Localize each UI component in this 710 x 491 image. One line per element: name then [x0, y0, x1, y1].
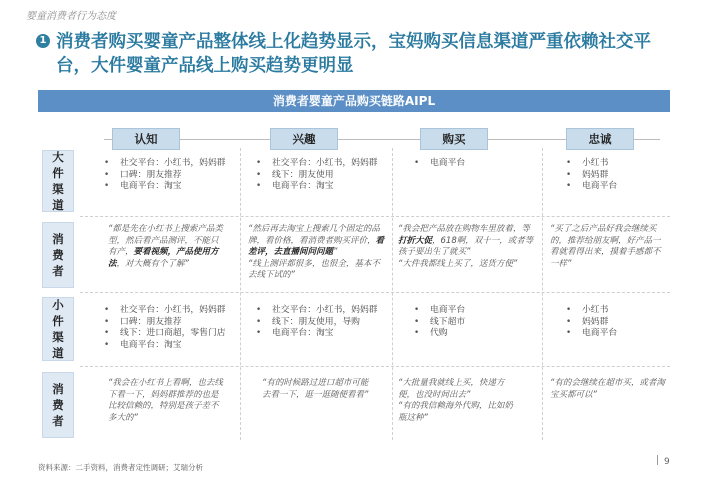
table-title-banner: 消费者婴童产品购买链路AIPL: [38, 90, 670, 112]
small-consumer-quote-awareness: “我会在小红书上看啊，也去线下看一下，妈妈群推荐的也是比较信赖的，特别是孩子差不多大的”: [108, 378, 223, 423]
large-consumer-quote-loyalty: “买了之后产品好我会继续买的，推荐给朋友啊，好产品一看就看得出来，摸着手感都不一样”: [550, 224, 661, 269]
stage-interest: 兴趣: [270, 128, 338, 150]
list-item: • 线下：朋友使用: [256, 170, 391, 182]
large-channel-interest: [256, 158, 391, 193]
headline-text: 消费者购买婴童产品整体线上化趋势显示，宝妈购买信息渠道严重依赖社交平台，大件婴童产品线上购买趋势更明显: [56, 32, 651, 76]
list-item: • 小红书: [566, 158, 666, 170]
list-item: • 妈妈群: [566, 317, 666, 329]
list-item: • 电商平台：淘宝: [104, 181, 239, 193]
row-label-large-consumer: 消费者: [42, 222, 74, 288]
page-number: 9: [657, 455, 670, 467]
small-consumer-quote-loyalty: “有的会继续在超市买，或者淘宝买都可以”: [550, 378, 665, 400]
list-item: • 电商平台: [566, 181, 666, 193]
stage-purchase: 购买: [420, 128, 488, 150]
large-channel-purchase: [414, 158, 539, 170]
large-channel-loyalty: [566, 158, 666, 193]
list-item: • 社交平台：小红书，妈妈群: [256, 158, 391, 170]
row-label-large-channel: 大件渠道: [42, 150, 74, 212]
row-divider: [80, 216, 670, 217]
large-channel-awareness: [104, 158, 239, 193]
list-item: • 电商平台：淘宝: [104, 340, 242, 352]
list-item: • 口碑：朋友推荐: [104, 317, 242, 329]
stage-awareness: 认知: [112, 128, 180, 150]
list-item: • 代购: [414, 328, 539, 340]
list-item: • 社交平台：小红书，妈妈群: [104, 158, 239, 170]
stage-loyalty: 忠诚: [566, 128, 634, 150]
list-item: • 妈妈群: [566, 170, 666, 182]
list-item: • 线下：朋友使用，导购: [256, 317, 391, 329]
list-item: • 小红书: [566, 305, 666, 317]
large-consumer-quote-awareness: “都是先在小红书上搜索产品类型，然后看产品测评，不能只有产，要看视频，产品使用方法，对大概有个了解”: [108, 224, 223, 269]
row-label-small-consumer: 消费者: [42, 372, 74, 438]
small-consumer-quote-purchase: “大批量我就线上买，快递方便，也没时间出去” “有的我信赖海外代购，比如奶瓶这种”: [398, 378, 513, 423]
small-channel-purchase: [414, 305, 539, 340]
small-channel-awareness: [104, 305, 242, 351]
headline: [36, 30, 676, 78]
small-channel-interest: [256, 305, 391, 340]
list-item: • 社交平台：小红书，妈妈群: [256, 305, 391, 317]
small-consumer-quote-interest: “有的时候路过进口超市可能去看一下，逛一逛随便看看”: [262, 378, 369, 400]
source-note: 资料来源：二手资料，消费者定性调研；艾瑞分析: [38, 463, 203, 472]
column-divider: [542, 148, 543, 440]
column-divider: [392, 148, 393, 440]
headline-number-badge: 1: [36, 34, 50, 48]
large-consumer-quote-purchase: “我会把产品放在购物车里放着，等打折大促，618啊，双十一，或者等孩子要出生了就买” “大件我都线上买了，送货方便”: [398, 224, 534, 269]
list-item: • 电商平台：淘宝: [256, 181, 391, 193]
breadcrumb: 婴童消费者行为态度: [26, 11, 116, 22]
small-channel-loyalty: [566, 305, 666, 340]
list-item: • 电商平台：淘宝: [256, 328, 391, 340]
row-divider: [80, 366, 670, 367]
large-consumer-quote-interest: “然后再去淘宝上搜索几个固定的品牌，看价格，看消费者购买评价，看差评，去直播间问问题” “线上测评都很多，也很全，基本不去线下试的”: [248, 224, 385, 280]
list-item: • 口碑：朋友推荐: [104, 170, 239, 182]
list-item: • 电商平台: [566, 328, 666, 340]
list-item: • 电商平台: [414, 158, 539, 170]
list-item: • 电商平台: [414, 305, 539, 317]
column-divider: [240, 148, 241, 440]
row-label-small-channel: 小件渠道: [42, 297, 74, 361]
list-item: • 线下超市: [414, 317, 539, 329]
list-item: • 线下：进口商超，零售门店: [104, 328, 242, 340]
row-divider: [80, 292, 670, 293]
list-item: • 社交平台：小红书，妈妈群: [104, 305, 242, 317]
